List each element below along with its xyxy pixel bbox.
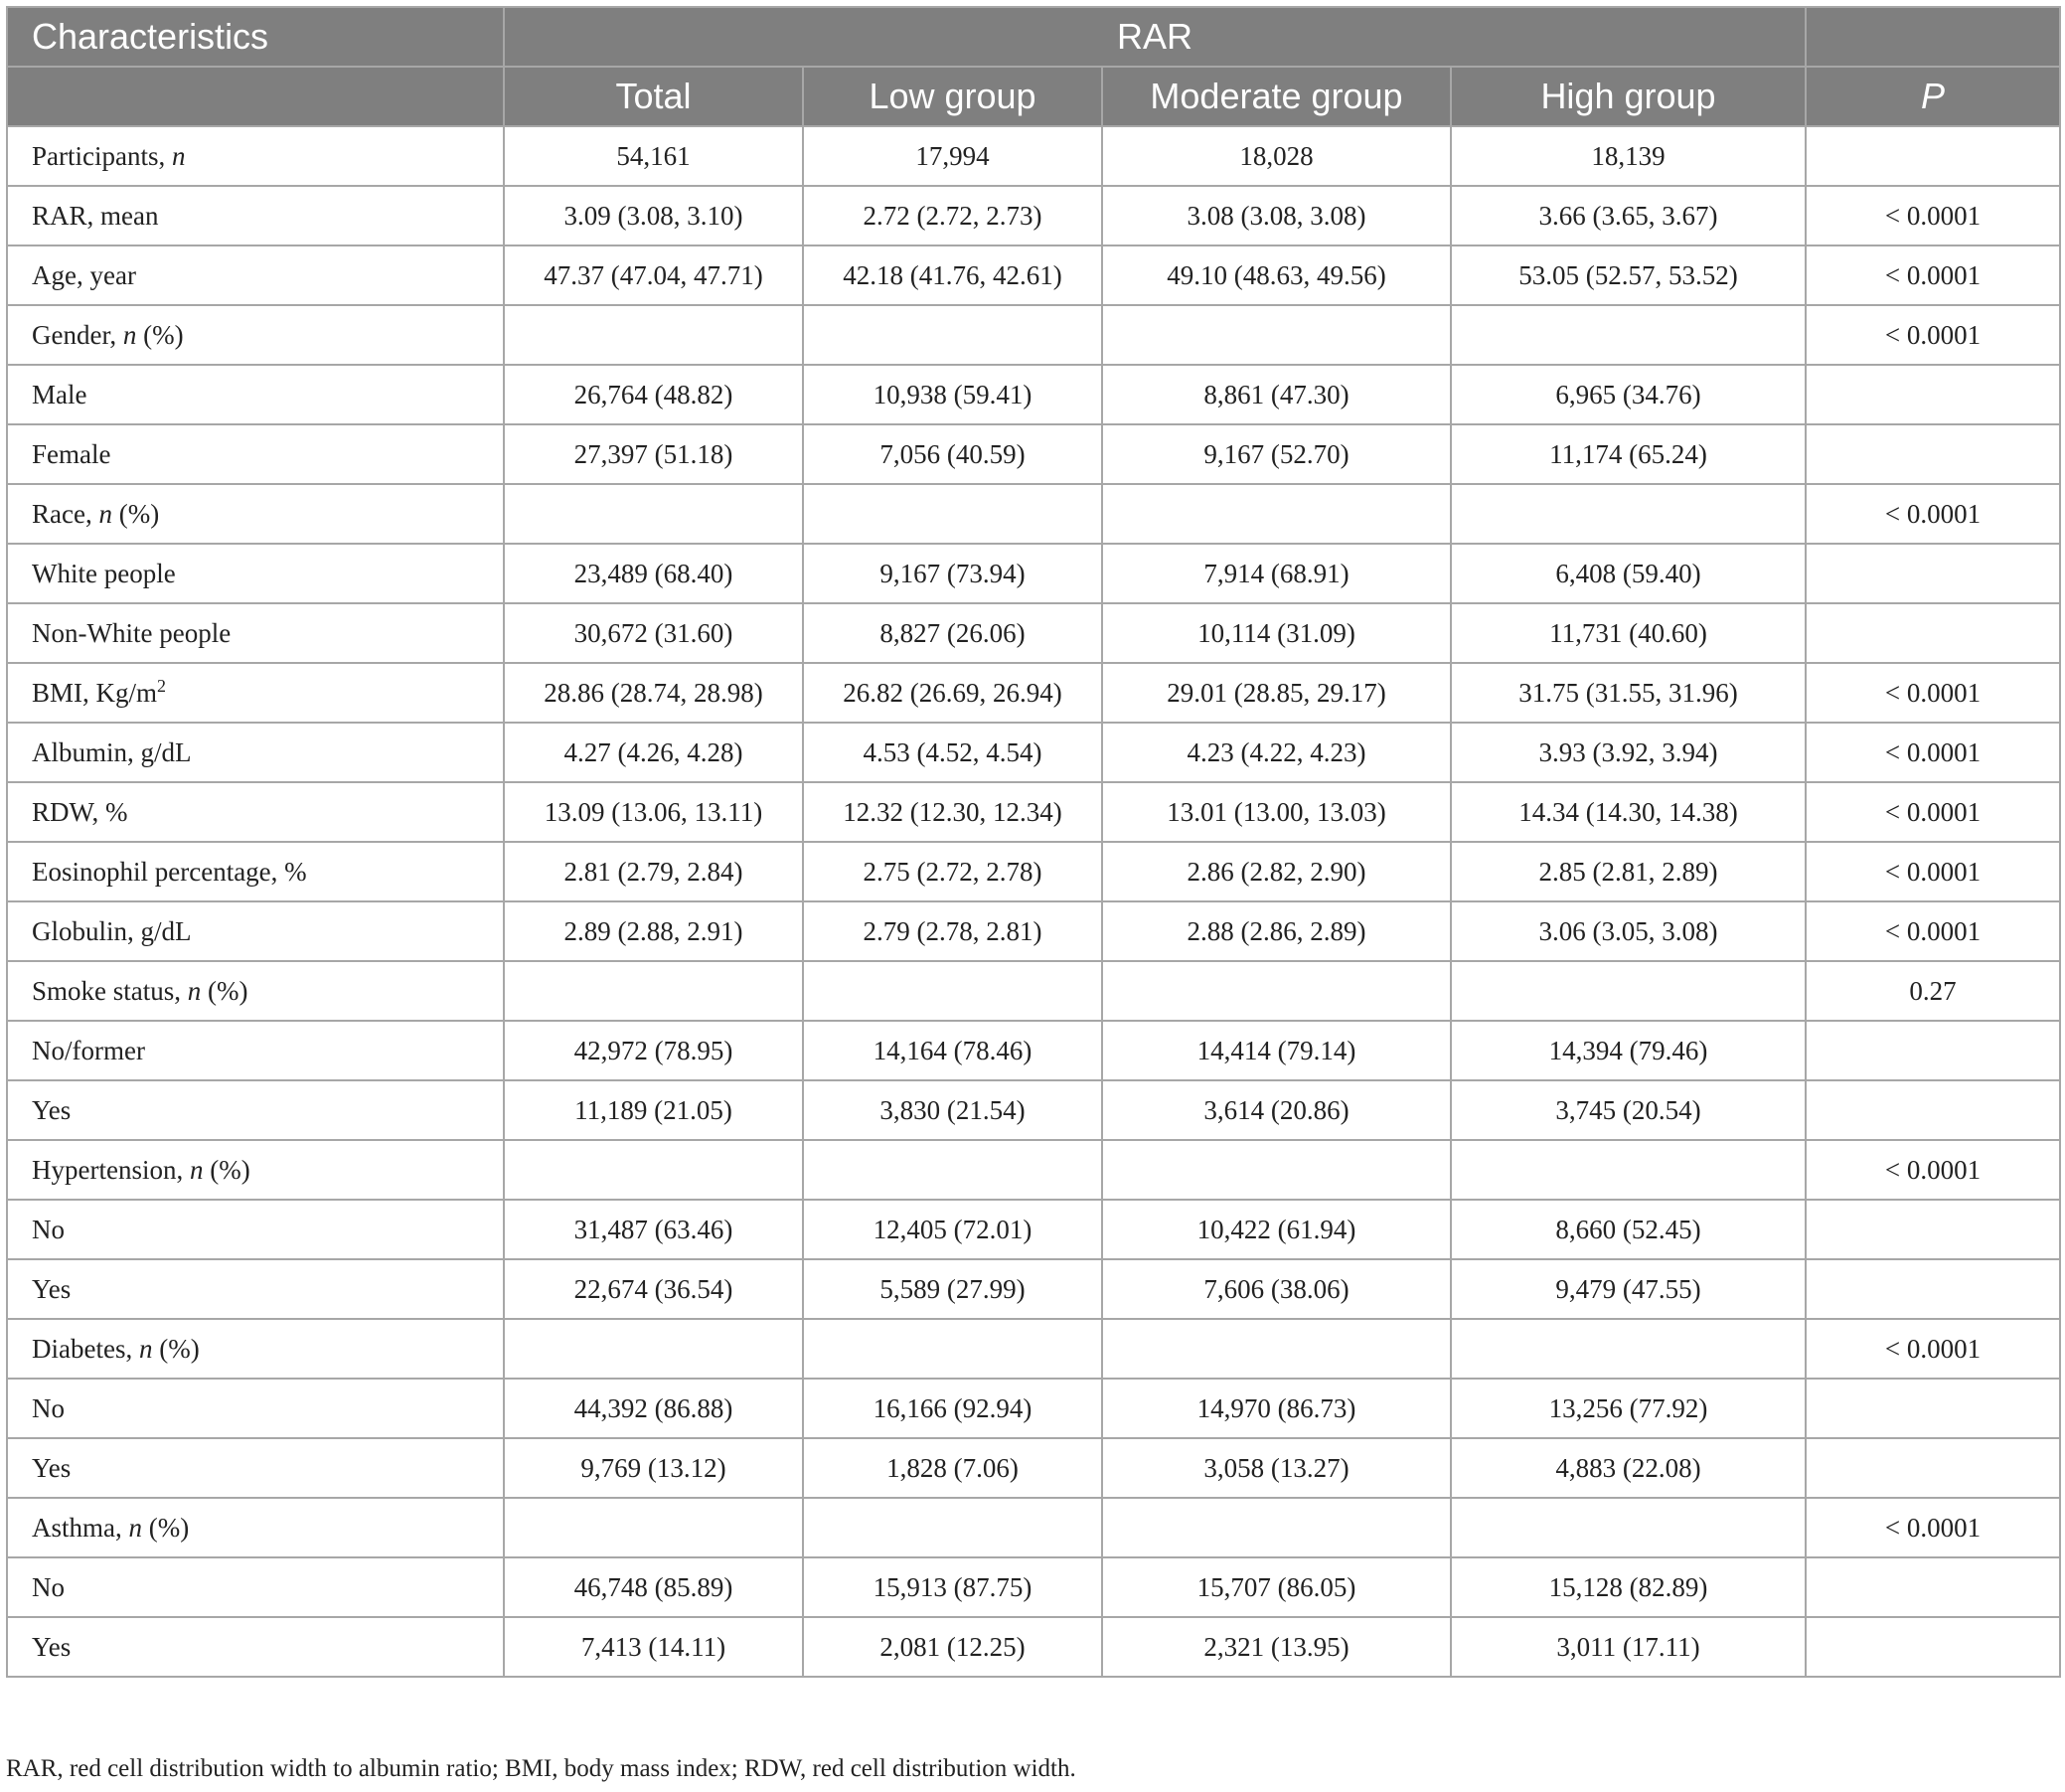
cell-high-group: 6,965 (34.76) [1451,365,1806,424]
row-label [7,1140,504,1200]
cell-low-group: 42.18 (41.76, 42.61) [803,245,1102,305]
cell-high-group: 3.66 (3.65, 3.67) [1451,186,1806,245]
cell-moderate-group: 10,422 (61.94) [1102,1200,1451,1259]
cell-p-value [1806,424,2060,484]
row-label [7,365,504,424]
row-label-text: Age, year [32,259,136,290]
row-label-text: Yes [32,1273,72,1304]
row-label [7,1021,504,1080]
row-label-suffix: (%) [201,975,248,1006]
table-row [7,782,2060,842]
row-label-text: White people [32,558,176,588]
cell-high-group [1451,961,1806,1021]
cell-moderate-group: 8,861 (47.30) [1102,365,1451,424]
row-label [7,603,504,663]
cell-total [504,484,803,544]
row-label [7,424,504,484]
row-label-text: Eosinophil percentage, % [32,856,307,887]
cell-total: 4.27 (4.26, 4.28) [504,723,803,782]
cell-p-value [1806,1080,2060,1140]
cell-moderate-group [1102,1319,1451,1379]
cell-total: 23,489 (68.40) [504,544,803,603]
row-label [7,663,504,723]
cell-high-group [1451,1498,1806,1557]
cell-total: 2.89 (2.88, 2.91) [504,901,803,961]
row-label-text: Race, [32,498,99,529]
cell-low-group: 2,081 (12.25) [803,1617,1102,1677]
table-row [7,245,2060,305]
row-label-text: Yes [32,1452,72,1483]
table-row [7,1140,2060,1200]
header-blank [7,67,504,126]
cell-low-group: 12.32 (12.30, 12.34) [803,782,1102,842]
cell-p-value [1806,603,2060,663]
header-empty [1806,7,2060,67]
row-label-suffix: (%) [152,1333,200,1364]
cell-high-group: 2.85 (2.81, 2.89) [1451,842,1806,901]
cell-low-group: 12,405 (72.01) [803,1200,1102,1259]
cell-total: 31,487 (63.46) [504,1200,803,1259]
cell-p-value: < 0.0001 [1806,1319,2060,1379]
cell-low-group: 2.79 (2.78, 2.81) [803,901,1102,961]
table-row [7,484,2060,544]
cell-total [504,305,803,365]
header-row-2 [7,67,2060,126]
cell-low-group: 16,166 (92.94) [803,1379,1102,1438]
row-label [7,1617,504,1677]
row-label-text: BMI, Kg/m [32,677,158,708]
cell-total: 9,769 (13.12) [504,1438,803,1498]
cell-low-group: 26.82 (26.69, 26.94) [803,663,1102,723]
cell-total: 46,748 (85.89) [504,1557,803,1617]
cell-moderate-group [1102,1498,1451,1557]
cell-total: 7,413 (14.11) [504,1617,803,1677]
row-label-text: Yes [32,1094,72,1125]
cell-p-value [1806,365,2060,424]
row-label-text: Globulin, g/dL [32,915,192,946]
row-label-suffix: (%) [203,1154,250,1185]
cell-p-value: < 0.0001 [1806,723,2060,782]
cell-moderate-group: 2.86 (2.82, 2.90) [1102,842,1451,901]
cell-moderate-group: 14,970 (86.73) [1102,1379,1451,1438]
header-characteristics: Characteristics [7,7,504,67]
header-p: P [1806,67,2060,126]
table-row [7,186,2060,245]
row-label [7,186,504,245]
cell-high-group: 3.06 (3.05, 3.08) [1451,901,1806,961]
cell-total: 30,672 (31.60) [504,603,803,663]
row-label-text: Non-White people [32,617,232,648]
cell-moderate-group: 49.10 (48.63, 49.56) [1102,245,1451,305]
table-body [7,126,2060,1677]
cell-p-value: < 0.0001 [1806,1498,2060,1557]
row-label [7,1498,504,1557]
cell-p-value: < 0.0001 [1806,782,2060,842]
cell-high-group: 6,408 (59.40) [1451,544,1806,603]
cell-p-value [1806,1200,2060,1259]
row-label-text: No [32,1571,65,1602]
row-label-superscript: 2 [157,675,167,696]
cell-p-value: < 0.0001 [1806,1140,2060,1200]
cell-high-group: 3.93 (3.92, 3.94) [1451,723,1806,782]
row-label-italic: n [122,319,137,350]
cell-p-value [1806,1021,2060,1080]
row-label-text: Diabetes, [32,1333,139,1364]
table-row [7,424,2060,484]
cell-total: 13.09 (13.06, 13.11) [504,782,803,842]
cell-p-value [1806,1438,2060,1498]
cell-high-group: 15,128 (82.89) [1451,1557,1806,1617]
table-row [7,723,2060,782]
cell-p-value [1806,1259,2060,1319]
table-row [7,1259,2060,1319]
cell-moderate-group: 4.23 (4.22, 4.23) [1102,723,1451,782]
cell-moderate-group: 18,028 [1102,126,1451,186]
cell-high-group: 9,479 (47.55) [1451,1259,1806,1319]
cell-low-group: 15,913 (87.75) [803,1557,1102,1617]
row-label-text: Female [32,438,111,469]
row-label [7,782,504,842]
row-label [7,961,504,1021]
header-total: Total [504,67,803,126]
cell-low-group [803,1498,1102,1557]
row-label [7,1259,504,1319]
cell-p-value: < 0.0001 [1806,305,2060,365]
cell-total [504,1319,803,1379]
cell-high-group [1451,1319,1806,1379]
cell-moderate-group: 15,707 (86.05) [1102,1557,1451,1617]
row-label [7,1319,504,1379]
characteristics-table [6,6,2061,1678]
row-label-italic: n [98,498,112,529]
row-label-text: Albumin, g/dL [32,736,192,767]
cell-p-value: < 0.0001 [1806,663,2060,723]
cell-total: 42,972 (78.95) [504,1021,803,1080]
row-label-text: Smoke status, [32,975,188,1006]
cell-high-group: 3,011 (17.11) [1451,1617,1806,1677]
cell-high-group: 18,139 [1451,126,1806,186]
cell-p-value: < 0.0001 [1806,245,2060,305]
row-label-suffix: (%) [111,498,160,529]
table-row [7,1379,2060,1438]
table-row [7,1438,2060,1498]
row-label-text: Asthma, [32,1512,129,1543]
cell-p-value [1806,1379,2060,1438]
cell-total: 11,189 (21.05) [504,1080,803,1140]
row-label-text: RAR, mean [32,200,159,231]
header-rar: RAR [504,7,1806,67]
cell-moderate-group: 2.88 (2.86, 2.89) [1102,901,1451,961]
cell-low-group: 7,056 (40.59) [803,424,1102,484]
cell-low-group: 1,828 (7.06) [803,1438,1102,1498]
cell-high-group: 14,394 (79.46) [1451,1021,1806,1080]
header-low-group: Low group [803,67,1102,126]
cell-low-group: 10,938 (59.41) [803,365,1102,424]
cell-moderate-group: 7,914 (68.91) [1102,544,1451,603]
cell-high-group: 3,745 (20.54) [1451,1080,1806,1140]
cell-p-value [1806,1557,2060,1617]
cell-moderate-group [1102,484,1451,544]
header-moderate-group: Moderate group [1102,67,1451,126]
row-label-italic: n [187,975,202,1006]
row-label [7,1557,504,1617]
cell-p-value: < 0.0001 [1806,842,2060,901]
table-row [7,365,2060,424]
cell-low-group [803,961,1102,1021]
cell-moderate-group: 7,606 (38.06) [1102,1259,1451,1319]
row-label [7,484,504,544]
cell-low-group [803,484,1102,544]
table-row [7,1200,2060,1259]
row-label-text: Hypertension, [32,1154,190,1185]
table-row [7,1080,2060,1140]
row-label [7,901,504,961]
cell-low-group: 9,167 (73.94) [803,544,1102,603]
row-label-suffix: (%) [136,319,184,350]
table-container [6,6,2059,1678]
table-row [7,603,2060,663]
table-row [7,126,2060,186]
row-label [7,305,504,365]
row-label [7,1200,504,1259]
cell-low-group [803,1319,1102,1379]
row-label-text: No/former [32,1035,145,1065]
cell-low-group [803,1140,1102,1200]
cell-p-value [1806,544,2060,603]
row-label [7,723,504,782]
table-row [7,842,2060,901]
cell-high-group [1451,484,1806,544]
row-label [7,1080,504,1140]
cell-total: 47.37 (47.04, 47.71) [504,245,803,305]
header-high-group: High group [1451,67,1806,126]
row-label-italic: n [138,1333,153,1364]
cell-high-group: 53.05 (52.57, 53.52) [1451,245,1806,305]
cell-low-group: 2.75 (2.72, 2.78) [803,842,1102,901]
cell-moderate-group: 14,414 (79.14) [1102,1021,1451,1080]
cell-total: 2.81 (2.79, 2.84) [504,842,803,901]
cell-total: 22,674 (36.54) [504,1259,803,1319]
row-label-suffix: (%) [142,1512,190,1543]
cell-low-group: 5,589 (27.99) [803,1259,1102,1319]
header-row-1 [7,7,2060,67]
cell-high-group [1451,1140,1806,1200]
table-row [7,1617,2060,1677]
row-label-text: No [32,1392,65,1423]
cell-low-group: 4.53 (4.52, 4.54) [803,723,1102,782]
cell-high-group: 13,256 (77.92) [1451,1379,1806,1438]
cell-low-group: 3,830 (21.54) [803,1080,1102,1140]
table-row [7,961,2060,1021]
row-label-italic: n [171,140,186,171]
row-label-text: Yes [32,1631,72,1662]
table-row [7,305,2060,365]
row-label-text: No [32,1214,65,1244]
cell-p-value: < 0.0001 [1806,484,2060,544]
table-row [7,663,2060,723]
row-label [7,245,504,305]
cell-high-group: 8,660 (52.45) [1451,1200,1806,1259]
cell-moderate-group: 2,321 (13.95) [1102,1617,1451,1677]
row-label [7,842,504,901]
table-header [7,7,2060,126]
row-label-text: Male [32,379,87,409]
cell-moderate-group [1102,1140,1451,1200]
cell-high-group: 14.34 (14.30, 14.38) [1451,782,1806,842]
row-label-italic: n [128,1512,142,1543]
cell-total: 54,161 [504,126,803,186]
table-row [7,901,2060,961]
cell-moderate-group [1102,305,1451,365]
cell-moderate-group [1102,961,1451,1021]
cell-total: 3.09 (3.08, 3.10) [504,186,803,245]
cell-high-group [1451,305,1806,365]
cell-low-group: 2.72 (2.72, 2.73) [803,186,1102,245]
row-label-text: RDW, % [32,796,128,827]
cell-p-value: 0.27 [1806,961,2060,1021]
cell-moderate-group: 3,614 (20.86) [1102,1080,1451,1140]
row-label [7,1438,504,1498]
cell-high-group: 31.75 (31.55, 31.96) [1451,663,1806,723]
cell-high-group: 4,883 (22.08) [1451,1438,1806,1498]
cell-moderate-group: 3,058 (13.27) [1102,1438,1451,1498]
row-label [7,1379,504,1438]
cell-low-group: 8,827 (26.06) [803,603,1102,663]
cell-low-group: 14,164 (78.46) [803,1021,1102,1080]
row-label-text: Participants, [32,140,172,171]
cell-high-group: 11,174 (65.24) [1451,424,1806,484]
cell-low-group [803,305,1102,365]
cell-total: 28.86 (28.74, 28.98) [504,663,803,723]
table-footnote: RAR, red cell distribution width to albumin ratio; BMI, body mass index; RDW, red cell distribution width. [6,1755,1076,1782]
cell-p-value: < 0.0001 [1806,186,2060,245]
table-row [7,1319,2060,1379]
cell-high-group: 11,731 (40.60) [1451,603,1806,663]
row-label-italic: n [189,1154,204,1185]
cell-moderate-group: 10,114 (31.09) [1102,603,1451,663]
row-label-text: Gender, [32,319,123,350]
cell-low-group: 17,994 [803,126,1102,186]
row-label [7,544,504,603]
cell-total [504,1498,803,1557]
cell-p-value [1806,126,2060,186]
row-label [7,126,504,186]
cell-total: 27,397 (51.18) [504,424,803,484]
cell-total: 44,392 (86.88) [504,1379,803,1438]
table-row [7,1557,2060,1617]
cell-moderate-group: 9,167 (52.70) [1102,424,1451,484]
cell-p-value [1806,1617,2060,1677]
cell-total: 26,764 (48.82) [504,365,803,424]
cell-p-value: < 0.0001 [1806,901,2060,961]
cell-moderate-group: 13.01 (13.00, 13.03) [1102,782,1451,842]
table-row [7,1498,2060,1557]
cell-total [504,1140,803,1200]
table-row [7,544,2060,603]
cell-moderate-group: 3.08 (3.08, 3.08) [1102,186,1451,245]
table-row [7,1021,2060,1080]
cell-moderate-group: 29.01 (28.85, 29.17) [1102,663,1451,723]
cell-total [504,961,803,1021]
